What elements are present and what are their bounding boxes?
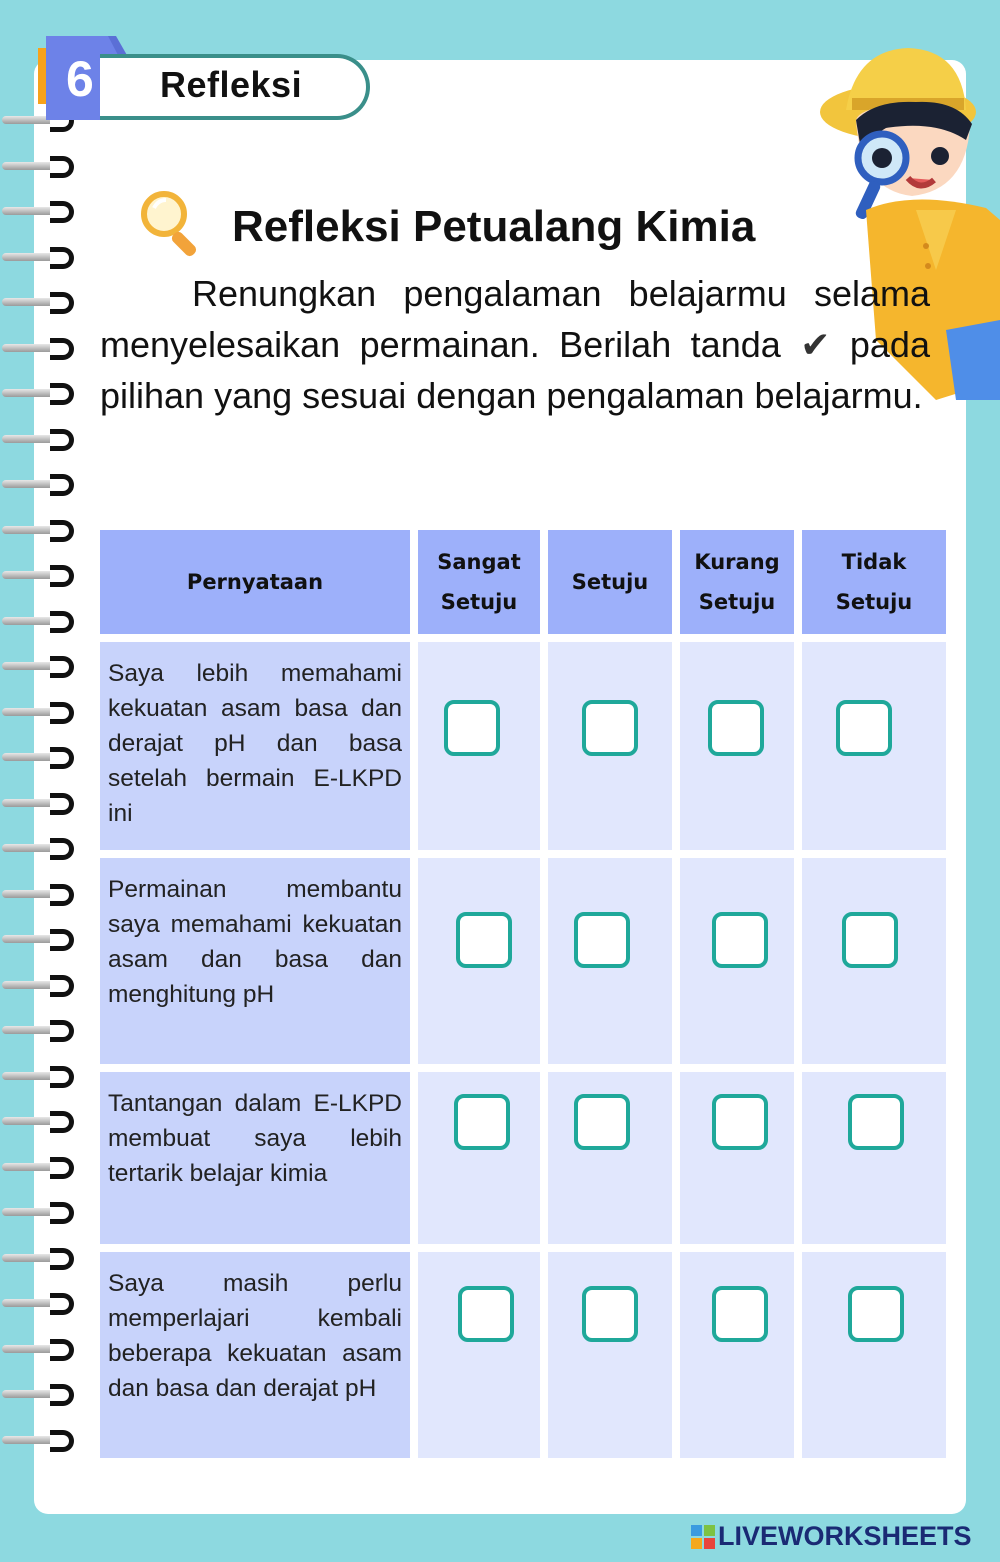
- statement-row-2: Permainan membantu saya memahami kekuatan asam dan basa dan menghitung pH: [100, 858, 410, 1064]
- checkbox-agree[interactable]: [574, 912, 630, 968]
- statement-row-4: Saya masih perlu memperlajari kembali beberapa kekuatan asam dan basa dan derajat pH: [100, 1252, 410, 1458]
- spiral-ring: [0, 565, 78, 587]
- checkbox-disagree[interactable]: [836, 700, 892, 756]
- spiral-ring: [0, 656, 78, 678]
- instructions-before: Renungkan pengalaman belajarmu selama menyelesaikan permainan. Berilah tanda: [100, 273, 930, 365]
- section-number: 6: [66, 51, 94, 107]
- option-cell: [680, 858, 794, 1064]
- spiral-ring: [0, 429, 78, 451]
- spiral-ring: [0, 201, 78, 223]
- brand-text: LIVEWORKSHEETS: [718, 1521, 972, 1551]
- checkbox-strongly-agree[interactable]: [456, 912, 512, 968]
- option-cell: [802, 1252, 946, 1458]
- liveworksheets-logo-icon: [690, 1524, 716, 1550]
- spiral-ring: [0, 1111, 78, 1133]
- spiral-ring: [0, 1020, 78, 1042]
- header-disagree: Tidak Setuju: [802, 530, 946, 634]
- checkbox-disagree[interactable]: [848, 1286, 904, 1342]
- option-cell: [418, 1072, 540, 1244]
- checkbox-agree[interactable]: [582, 1286, 638, 1342]
- statement-row-1: Saya lebih memahami kekuatan asam basa dan derajat pH dan basa setelah bermain E-LKPD ini: [100, 642, 410, 850]
- checkbox-somewhat-agree[interactable]: [708, 700, 764, 756]
- option-cell: [802, 858, 946, 1064]
- spiral-ring: [0, 929, 78, 951]
- instructions-after: pada pilihan yang sesuai dengan pengalaman belajarmu.: [100, 324, 930, 416]
- option-cell: [418, 1252, 540, 1458]
- statement-row-3: Tantangan dalam E-LKPD membuat saya lebih tertarik belajar kimia: [100, 1072, 410, 1244]
- checkbox-somewhat-agree[interactable]: [712, 912, 768, 968]
- checkbox-strongly-agree[interactable]: [454, 1094, 510, 1150]
- option-cell: [548, 1252, 672, 1458]
- spiral-ring: [0, 1339, 78, 1361]
- option-cell: [418, 858, 540, 1064]
- option-cell: [680, 1072, 794, 1244]
- spiral-ring: [0, 838, 78, 860]
- checkbox-somewhat-agree[interactable]: [712, 1286, 768, 1342]
- spiral-binding: [0, 110, 80, 1470]
- option-cell: [548, 642, 672, 850]
- option-cell: [802, 642, 946, 850]
- check-icon: ✔: [800, 324, 831, 365]
- option-cell: [680, 642, 794, 850]
- spiral-ring: [0, 1430, 78, 1452]
- header-strongly-agree: Sangat Setuju: [418, 530, 540, 634]
- option-cell: [802, 1072, 946, 1244]
- spiral-ring: [0, 1248, 78, 1270]
- spiral-ring: [0, 338, 78, 360]
- checkbox-disagree[interactable]: [842, 912, 898, 968]
- spiral-ring: [0, 156, 78, 178]
- option-cell: [548, 858, 672, 1064]
- header-statement: Pernyataan: [100, 530, 410, 634]
- checkbox-strongly-agree[interactable]: [444, 700, 500, 756]
- spiral-ring: [0, 1293, 78, 1315]
- spiral-ring: [0, 1202, 78, 1224]
- spiral-ring: [0, 292, 78, 314]
- header-somewhat-agree: Kurang Setuju: [680, 530, 794, 634]
- spiral-ring: [0, 702, 78, 724]
- spiral-ring: [0, 383, 78, 405]
- option-cell: [418, 642, 540, 850]
- spiral-ring: [0, 474, 78, 496]
- page-title: Refleksi Petualang Kimia: [232, 202, 756, 251]
- spiral-ring: [0, 793, 78, 815]
- checkbox-strongly-agree[interactable]: [458, 1286, 514, 1342]
- option-cell: [680, 1252, 794, 1458]
- header-agree: Setuju: [548, 530, 672, 634]
- spiral-ring: [0, 520, 78, 542]
- section-label: Refleksi: [160, 64, 303, 105]
- option-cell: [548, 1072, 672, 1244]
- spiral-ring: [0, 1384, 78, 1406]
- spiral-ring: [0, 247, 78, 269]
- magnifier-icon: [136, 186, 210, 260]
- checkbox-agree[interactable]: [582, 700, 638, 756]
- checkbox-agree[interactable]: [574, 1094, 630, 1150]
- spiral-ring: [0, 884, 78, 906]
- spiral-ring: [0, 747, 78, 769]
- checkbox-somewhat-agree[interactable]: [712, 1094, 768, 1150]
- spiral-ring: [0, 611, 78, 633]
- instructions-text: [100, 268, 930, 421]
- spiral-ring: [0, 975, 78, 997]
- checkbox-disagree[interactable]: [848, 1094, 904, 1150]
- spiral-ring: [0, 1157, 78, 1179]
- spiral-ring: [0, 1066, 78, 1088]
